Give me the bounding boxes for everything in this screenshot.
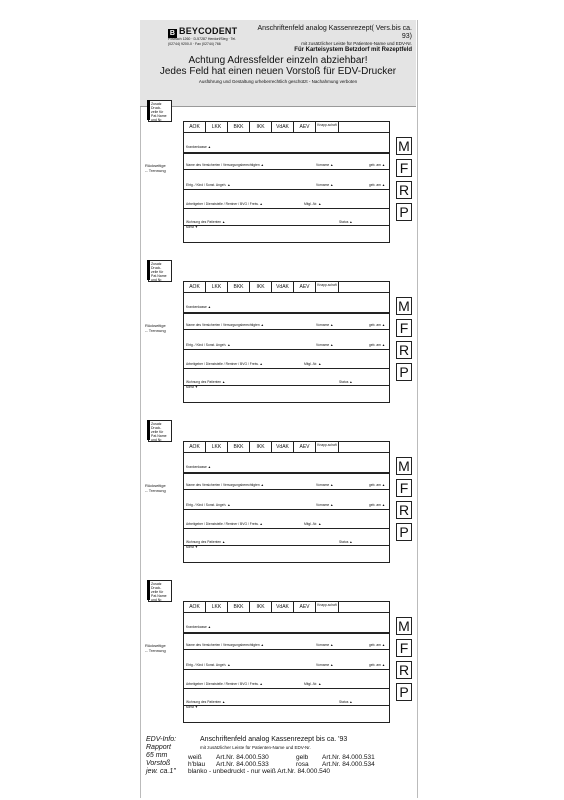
print-tab [148, 580, 172, 602]
insurer-cell: VdAK [272, 602, 294, 612]
article-row-blank: blanko - unbedruckt - nur weiß Art.Nr. 84.000.540 [188, 768, 330, 775]
edv-info-line: Vorstoß [146, 760, 171, 767]
tab-text-line: Pat.Name [151, 594, 167, 598]
insurer-cell: VdAK [272, 282, 294, 292]
label-status: Status ▲ [339, 700, 353, 704]
article-row [188, 761, 375, 768]
insurance-form [183, 281, 390, 403]
separation-note-line: -- Trennung [145, 488, 166, 493]
insurer-cell: VdAK [272, 122, 294, 132]
divider [184, 509, 389, 510]
insurer-cell: IKK [250, 122, 272, 132]
edv-info [146, 736, 176, 776]
tab-text-line: zeile für [151, 110, 164, 114]
edv-info-line: EDV-Info: [146, 736, 177, 743]
brand-name: BEYCODENT [179, 26, 238, 36]
insurer-cell: AOK [184, 442, 206, 452]
separation-note-line: -- Trennung [145, 648, 166, 653]
insurer-cell: BKK [228, 442, 250, 452]
separation-note [145, 483, 166, 493]
tab-text-line: Druck- [151, 106, 162, 110]
insurer-cell: LKK [206, 442, 228, 452]
divider [184, 632, 389, 634]
label-name: Name des Versicherten / Versorgungsberechtigten ▲ [186, 483, 264, 487]
separation-note-line: -- Trennung [145, 328, 166, 333]
label-krankenkasse: Krankenkasse ▲ [186, 465, 212, 469]
label-wohnung: Wohnung des Patienten ▲ [186, 540, 226, 544]
mfrp-column [396, 457, 410, 545]
label-vorname: Vorname ▲ [316, 503, 334, 507]
label-mitgl: Mitgl.-Nr. ▲ [304, 202, 322, 206]
insurer-cell: Knapp-schaft [316, 442, 339, 452]
label-geb: geb. am ▲ [369, 483, 386, 487]
label-arbeitgeber: Arbeitgeber / Dienststelle / Rentner / BVG / Freiw. ▲ [186, 522, 263, 526]
mfrp-box: F [396, 159, 412, 177]
warning-line-1: Achtung Adressfelder einzeln abziehbar! [188, 55, 368, 66]
header-subtitle: mit zusätzlicher Leiste für Patienten-Name und EDV-Nr. [301, 41, 412, 46]
tab-text [151, 422, 167, 442]
divider [184, 649, 389, 650]
insurance-form [183, 441, 390, 563]
insurer-cell: LKK [206, 282, 228, 292]
label-status: Status ▲ [339, 540, 353, 544]
label-vorname: Vorname ▲ [316, 323, 334, 327]
article-number: Art.Nr. 84.000.530 [216, 754, 269, 761]
header-titles [252, 25, 412, 54]
divider [184, 472, 389, 474]
tab-text-line: und Nr. [151, 598, 163, 602]
footer-subtitle: mit zusätzlicher Leiste für Patienten-Name und EDV-Nr. [200, 745, 311, 750]
mfrp-box: M [396, 457, 412, 475]
label-vorname: Vorname ▲ [316, 483, 334, 487]
insurer-blank [339, 282, 389, 292]
mfrp-box: P [396, 683, 412, 701]
separation-note [145, 643, 166, 653]
insurer-row [184, 122, 389, 133]
label-sonst: sonst ▼ [186, 705, 199, 709]
label-ehtg: Ehtg. / Kind / Sonst. Angeh. ▲ [186, 503, 231, 507]
separation-note-line: -- Trennung [145, 168, 166, 173]
tab-text [151, 262, 167, 282]
label-wohnung: Wohnung des Patienten ▲ [186, 380, 226, 384]
label-name: Name des Versicherten / Versorgungsberechtigten ▲ [186, 323, 264, 327]
label-vorname: Vorname ▲ [316, 183, 334, 187]
mfrp-box: R [396, 661, 412, 679]
address-label-block [140, 420, 416, 580]
label-name: Name des Versicherten / Versorgungsberechtigten ▲ [186, 643, 264, 647]
label-vorname: Vorname ▲ [316, 643, 334, 647]
insurer-cell: AEV [294, 122, 316, 132]
tab-text-line: Zusatz [151, 262, 162, 266]
tab-text-line: zeile für [151, 590, 164, 594]
mfrp-box: F [396, 319, 412, 337]
insurer-cell: BKK [228, 122, 250, 132]
label-geb: geb. am ▲ [369, 323, 386, 327]
copyright-note: Ausführung und Gestaltung urheberrechtlich geschützt - Nachahmung verboten [198, 79, 358, 84]
label-ehtg: Ehtg. / Kind / Sonst. Angeh. ▲ [186, 183, 231, 187]
tab-text-line: zeile für [151, 430, 164, 434]
label-geb: geb. am ▲ [369, 643, 386, 647]
label-status: Status ▲ [339, 220, 353, 224]
divider [184, 225, 389, 226]
insurer-cell: IKK [250, 282, 272, 292]
insurer-cell: LKK [206, 602, 228, 612]
divider [184, 169, 389, 170]
separation-note-line: Rückseitige [145, 483, 166, 488]
label-arbeitgeber: Arbeitgeber / Dienststelle / Rentner / BVG / Freiw. ▲ [186, 362, 263, 366]
warning-line-2: Jedes Feld hat einen neuen Vorstoß für EDV-Drucker [159, 66, 397, 77]
edv-info-line: Rapport [146, 744, 171, 751]
tab-text [151, 582, 167, 602]
label-geb: geb. am ▲ [369, 343, 386, 347]
label-wohnung: Wohnung des Patienten ▲ [186, 220, 226, 224]
insurer-cell: AOK [184, 122, 206, 132]
label-sonst: sonst ▼ [186, 385, 199, 389]
separation-note-line: Rückseitige [145, 163, 166, 168]
header-bold-title: Für Karteisystem Betzdorf mit Rezeptfeld [294, 47, 412, 53]
footer-title: Anschriftenfeld analog Kassenrezept bis ca. '93 [200, 736, 348, 743]
tab-text-line: und Nr. [151, 118, 163, 122]
label-geb: geb. am ▲ [369, 163, 386, 167]
label-arbeitgeber: Arbeitgeber / Dienststelle / Rentner / BVG / Freiw. ▲ [186, 682, 263, 686]
insurer-cell: AEV [294, 282, 316, 292]
tab-text-line: Druck- [151, 426, 162, 430]
divider [184, 152, 389, 154]
divider [184, 688, 389, 689]
address-label-block [140, 580, 416, 740]
separation-note-line: Rückseitige [145, 643, 166, 648]
insurer-cell: AOK [184, 602, 206, 612]
tab-text-line: zeile für [151, 270, 164, 274]
insurer-row [184, 602, 389, 613]
insurer-cell: IKK [250, 442, 272, 452]
mfrp-box: M [396, 617, 412, 635]
tab-text [151, 102, 167, 122]
divider [184, 528, 389, 529]
edv-info-line: jew. ca.1" [146, 768, 176, 775]
print-tab [148, 100, 172, 122]
insurer-blank [339, 442, 389, 452]
tab-text-line: und Nr. [151, 438, 163, 442]
print-tab [148, 420, 172, 442]
divider [184, 329, 389, 330]
mfrp-box: R [396, 181, 412, 199]
label-vorname: Vorname ▲ [316, 663, 334, 667]
divider [184, 189, 389, 190]
insurer-cell: IKK [250, 602, 272, 612]
label-ehtg: Ehtg. / Kind / Sonst. Angeh. ▲ [186, 343, 231, 347]
brand-mark-icon: B [169, 30, 176, 37]
label-vorname: Vorname ▲ [316, 343, 334, 347]
mfrp-column [396, 137, 410, 225]
tab-text-line: Druck- [151, 266, 162, 270]
tab-text-line: Pat.Name [151, 434, 167, 438]
address-label-block [140, 260, 416, 420]
label-name: Name des Versicherten / Versorgungsberechtigten ▲ [186, 163, 264, 167]
divider [184, 208, 389, 209]
insurer-row [184, 442, 389, 453]
mfrp-box: F [396, 479, 412, 497]
tab-text-line: Zusatz [151, 582, 162, 586]
divider [184, 368, 389, 369]
tab-marker [147, 100, 150, 120]
article-number: Art.Nr. 84.000.534 [322, 761, 375, 768]
insurer-cell: AEV [294, 442, 316, 452]
label-ehtg: Ehtg. / Kind / Sonst. Angeh. ▲ [186, 663, 231, 667]
label-krankenkasse: Krankenkasse ▲ [186, 305, 212, 309]
article-color: rosa [296, 761, 309, 768]
separation-note-line: Rückseitige [145, 323, 166, 328]
article-color: weiß [188, 754, 202, 761]
label-sonst: sonst ▼ [186, 225, 199, 229]
insurer-cell: Knapp-schaft [316, 282, 339, 292]
tab-text-line: Pat.Name [151, 274, 167, 278]
mfrp-box: F [396, 639, 412, 657]
divider [184, 312, 389, 314]
label-geb: geb. am ▲ [369, 663, 386, 667]
mfrp-box: M [396, 297, 412, 315]
label-status: Status ▲ [339, 380, 353, 384]
divider [184, 349, 389, 350]
mfrp-box: P [396, 363, 412, 381]
article-color: gelb [296, 754, 309, 761]
label-mitgl: Mitgl.-Nr. ▲ [304, 522, 322, 526]
insurer-cell: LKK [206, 122, 228, 132]
divider [184, 489, 389, 490]
divider [184, 705, 389, 706]
mfrp-column [396, 297, 410, 385]
insurance-form [183, 121, 390, 243]
insurer-blank [339, 602, 389, 612]
tab-text-line: und Nr. [151, 278, 163, 282]
label-geb: geb. am ▲ [369, 503, 386, 507]
insurer-cell: AEV [294, 602, 316, 612]
article-color: h'blau [188, 761, 206, 768]
divider [184, 545, 389, 546]
label-arbeitgeber: Arbeitgeber / Dienststelle / Rentner / BVG / Freiw. ▲ [186, 202, 263, 206]
brand-address: Postfach 1260 · D-57287 Herdorf/Sieg · Tel. (02744) 9200-0 · Fax (02744) 766 [168, 37, 237, 46]
insurer-cell: Knapp-schaft [316, 602, 339, 612]
separation-note [145, 323, 166, 333]
mfrp-column [396, 617, 410, 705]
insurer-cell: VdAK [272, 442, 294, 452]
address-label-block [140, 100, 416, 260]
insurer-cell: AOK [184, 282, 206, 292]
insurer-row [184, 282, 389, 293]
tab-text-line: Pat.Name [151, 114, 167, 118]
label-geb: geb. am ▲ [369, 183, 386, 187]
mfrp-box: R [396, 501, 412, 519]
footer [140, 734, 416, 798]
label-krankenkasse: Krankenkasse ▲ [186, 625, 212, 629]
header-title: Anschriftenfeld analog Kassenrezept( Vers.bis ca. 93) [257, 25, 412, 40]
mfrp-box: M [396, 137, 412, 155]
divider [184, 669, 389, 670]
tab-marker [147, 420, 150, 440]
edv-info-line: 65 mm [146, 752, 168, 759]
mfrp-box: P [396, 523, 412, 541]
mfrp-box: R [396, 341, 412, 359]
tab-text-line: Zusatz [151, 422, 162, 426]
insurer-cell: BKK [228, 602, 250, 612]
insurer-cell: BKK [228, 282, 250, 292]
tab-text-line: Zusatz [151, 102, 162, 106]
mfrp-box: P [396, 203, 412, 221]
warning-area [144, 55, 412, 86]
label-mitgl: Mitgl.-Nr. ▲ [304, 362, 322, 366]
tab-text-line: Druck- [151, 586, 162, 590]
article-row [188, 754, 375, 761]
label-sonst: sonst ▼ [186, 545, 199, 549]
insurer-cell: Knapp-schaft [316, 122, 339, 132]
insurer-blank [339, 122, 389, 132]
separation-note [145, 163, 166, 173]
article-number: Art.Nr. 84.000.533 [216, 761, 269, 768]
tab-marker [147, 580, 150, 600]
print-tab [148, 260, 172, 282]
article-number: Art.Nr. 84.000.531 [322, 754, 375, 761]
insurance-form [183, 601, 390, 723]
divider [184, 385, 389, 386]
tab-marker [147, 260, 150, 280]
label-wohnung: Wohnung des Patienten ▲ [186, 700, 226, 704]
label-vorname: Vorname ▲ [316, 163, 334, 167]
label-mitgl: Mitgl.-Nr. ▲ [304, 682, 322, 686]
label-krankenkasse: Krankenkasse ▲ [186, 145, 212, 149]
